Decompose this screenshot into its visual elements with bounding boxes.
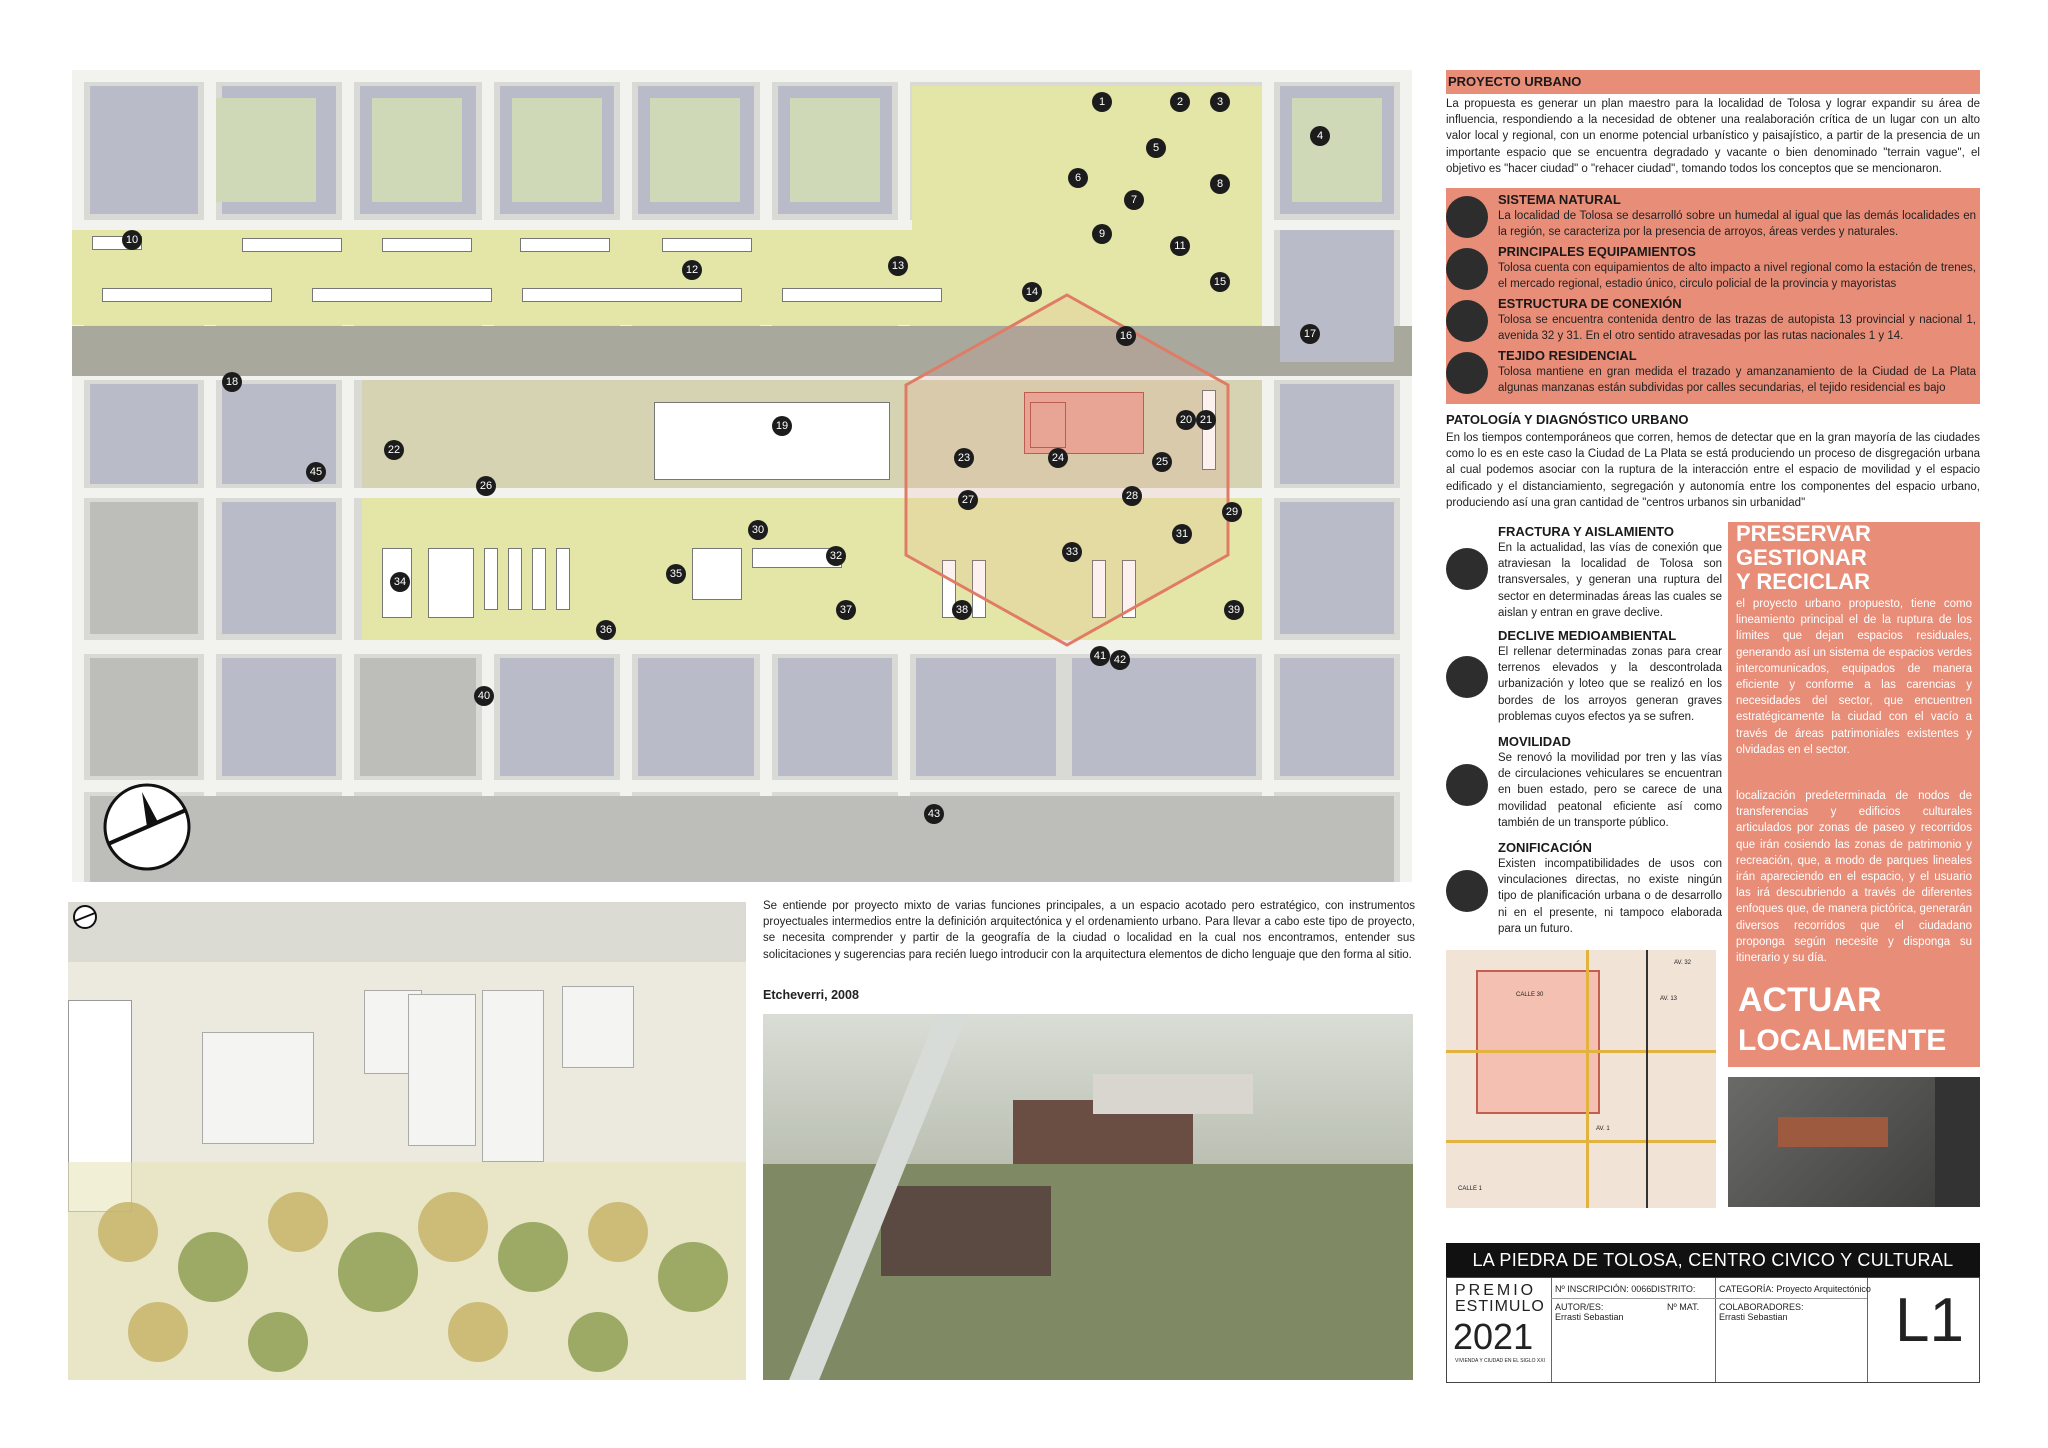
issue-title: FRACTURA Y AISLAMIENTO bbox=[1498, 524, 1674, 539]
plan-marker: 29 bbox=[1222, 502, 1242, 522]
plan-marker: 14 bbox=[1022, 282, 1042, 302]
premio-line-2: ESTIMULO bbox=[1455, 1298, 1545, 1315]
block-courtyard bbox=[512, 98, 602, 202]
building bbox=[522, 288, 742, 302]
autores-label: AUTOR/ES: bbox=[1555, 1302, 1604, 1312]
residential-block bbox=[1280, 230, 1394, 362]
street bbox=[1400, 70, 1412, 882]
feature-text: Tolosa cuenta con equipamientos de alto impacto a nivel regional como la estación de trenes, el mercado regional, estadio único, circulo policial de la provincia y mayoristas bbox=[1498, 262, 1976, 291]
aerial-render bbox=[763, 1014, 1413, 1380]
plan-marker: 35 bbox=[666, 564, 686, 584]
divider bbox=[1551, 1278, 1552, 1382]
residential-block bbox=[1280, 384, 1394, 484]
plan-marker: 20 bbox=[1176, 410, 1196, 430]
aerial-site-plan bbox=[68, 902, 746, 1380]
residential-block bbox=[638, 658, 754, 776]
block-courtyard bbox=[372, 98, 462, 202]
residential-block bbox=[1280, 658, 1394, 776]
building-roof bbox=[482, 990, 544, 1162]
block-courtyard bbox=[650, 98, 740, 202]
pie-icon bbox=[1446, 548, 1488, 590]
premio-line-1: PREMIO bbox=[1455, 1282, 1537, 1299]
plan-marker: 32 bbox=[826, 546, 846, 566]
tree bbox=[338, 1232, 418, 1312]
map-label: AV. 1 bbox=[1596, 1126, 1610, 1132]
plan-marker: 18 bbox=[222, 372, 242, 392]
context-map bbox=[1446, 950, 1716, 1208]
divider bbox=[1551, 1298, 1867, 1299]
photo-shadow bbox=[1935, 1077, 1980, 1207]
plan-marker: 45 bbox=[306, 462, 326, 482]
plan-marker: 36 bbox=[596, 620, 616, 640]
building bbox=[102, 288, 272, 302]
tree bbox=[658, 1242, 728, 1312]
plan-marker: 25 bbox=[1152, 452, 1172, 472]
issue-title: ZONIFICACIÓN bbox=[1498, 840, 1592, 855]
block-courtyard bbox=[790, 98, 880, 202]
plan-marker: 4 bbox=[1310, 126, 1330, 146]
street bbox=[72, 70, 84, 882]
plan-marker: 17 bbox=[1300, 324, 1320, 344]
building bbox=[312, 288, 492, 302]
map-road bbox=[1446, 1140, 1716, 1143]
plan-marker: 38 bbox=[952, 600, 972, 620]
plan-marker: 41 bbox=[1090, 646, 1110, 666]
residential-block bbox=[90, 86, 198, 214]
feature-title: ESTRUCTURA DE CONEXIÓN bbox=[1498, 296, 1682, 311]
tree bbox=[248, 1312, 308, 1372]
urban-block bbox=[90, 502, 198, 634]
feature-title: SISTEMA NATURAL bbox=[1498, 192, 1621, 207]
plan-marker: 22 bbox=[384, 440, 404, 460]
proyecto-heading-bar bbox=[1446, 70, 1980, 94]
urban-block bbox=[360, 658, 476, 776]
tree bbox=[128, 1302, 188, 1362]
street bbox=[72, 70, 1412, 82]
building bbox=[242, 238, 342, 252]
street bbox=[1262, 70, 1274, 882]
plan-marker: 40 bbox=[474, 686, 494, 706]
street bbox=[72, 780, 1412, 792]
train-icon bbox=[1446, 764, 1488, 806]
residential-block bbox=[1280, 502, 1394, 634]
map-label: AV. 13 bbox=[1660, 996, 1678, 1002]
plan-marker: 43 bbox=[924, 804, 944, 824]
market-building bbox=[654, 402, 890, 480]
intervention-hexagon bbox=[902, 293, 1232, 648]
divider bbox=[1715, 1278, 1716, 1382]
plan-marker: 42 bbox=[1110, 650, 1130, 670]
residential-block bbox=[222, 502, 336, 634]
building bbox=[382, 238, 472, 252]
map-label: CALLE 1 bbox=[1458, 1186, 1483, 1192]
premio-year: 2021 bbox=[1453, 1316, 1534, 1357]
feature-text: Tolosa se encuentra contenida dentro de las trazas de autopista 13 provincial y nacional 1, avenida 32 y 31. En el otro sentido atravesadas por las rutas nacionales 1 y 14. bbox=[1498, 314, 1976, 343]
tree bbox=[268, 1192, 328, 1252]
plan-marker: 28 bbox=[1122, 486, 1142, 506]
rail-corridor bbox=[68, 902, 746, 962]
project-title: LA PIEDRA DE TOLOSA, CENTRO CIVICO Y CULTURAL bbox=[1446, 1243, 1980, 1277]
colab-value: Errasti Sebastian bbox=[1719, 1312, 1788, 1322]
residential-block bbox=[778, 658, 892, 776]
building bbox=[692, 548, 742, 600]
feature-title: PRINCIPALES EQUIPAMIENTOS bbox=[1498, 244, 1696, 259]
plan-marker: 33 bbox=[1062, 542, 1082, 562]
info-table bbox=[1446, 1277, 1980, 1383]
plan-marker: 39 bbox=[1224, 600, 1244, 620]
north-arrow-icon bbox=[102, 782, 192, 872]
photo-roof bbox=[1778, 1117, 1888, 1147]
map-label: AV. 32 bbox=[1674, 960, 1692, 966]
building-roof bbox=[202, 1032, 314, 1144]
urban-block bbox=[90, 796, 1394, 882]
plan-marker: 16 bbox=[1116, 326, 1136, 346]
building bbox=[662, 238, 752, 252]
plan-marker: 7 bbox=[1124, 190, 1144, 210]
feature-text: Tolosa mantiene en gran medida el trazado y amanzanamiento de la Ciudad de La Plata algunas manzanas están subdividas por calles secundarias, el tejido residencial es bajo bbox=[1498, 366, 1976, 395]
issue-text: En la actualidad, las vías de conexión que atraviesan la localidad de Tolosa son transversales, y generan una ruptura del sector en determinadas áreas las cuales se aislan y entran en grave declive. bbox=[1498, 542, 1722, 619]
block-courtyard bbox=[216, 98, 316, 202]
tree bbox=[418, 1192, 488, 1262]
issue-text: Se renovó la movilidad por tren y las vías de circulaciones vehiculares se encuentran en buen estado, pero se carece de una movilidad peatonal eficiente así como también de un transporte público. bbox=[1498, 752, 1722, 829]
plan-marker: 2 bbox=[1170, 92, 1190, 112]
plan-marker: 10 bbox=[122, 230, 142, 250]
north-arrow-icon bbox=[72, 904, 98, 930]
building-roof bbox=[408, 994, 476, 1146]
colab-label: COLABORADORES: bbox=[1719, 1302, 1804, 1312]
preservar-text: el proyecto urbano propuesto, tiene como lineamiento principal el de la ruptura de los límites que dejan espacios residuales, generando así un sistema de espacios verdes intercomunicados, equipados de manera eficiente y conforme a las carencias y necesidades del sector, que encuentren estratégicamente la ciudad con el vacío a través de áreas patrimoniales existentes y olvidadas en el sector. bbox=[1736, 598, 1972, 756]
patologia-heading: PATOLOGÍA Y DIAGNÓSTICO URBANO bbox=[1446, 412, 1689, 427]
plan-marker: 21 bbox=[1196, 410, 1216, 430]
plan-marker: 1 bbox=[1092, 92, 1112, 112]
street bbox=[342, 70, 354, 882]
building bbox=[532, 548, 546, 610]
plan-marker: 6 bbox=[1068, 168, 1088, 188]
urban-block bbox=[90, 658, 198, 776]
proyecto-heading: PROYECTO URBANO bbox=[1448, 74, 1582, 89]
building bbox=[508, 548, 522, 610]
map-road bbox=[1586, 950, 1589, 1208]
patologia-paragraph: En los tiempos contemporáneos que corren, hemos de detectar que en la gran mayoría de las ciudades como lo es en este caso la Ciudad de La Plata se está produciendo un proceso de disgregación urbana al cual podemos asociar con la ruptura de la interacción entre el espacio de movilidad y el espacio edificado y el distanciamiento, segregación y autonomía entre los componentes del espacio urbano, produciendo así una gran cantidad de "centros urbanos sin urbanidad" bbox=[1446, 432, 1980, 509]
render-shed bbox=[881, 1186, 1051, 1276]
tree bbox=[448, 1302, 508, 1362]
preservar-heading-1: PRESERVAR bbox=[1736, 521, 1871, 546]
actuar-heading-2: LOCALMENTE bbox=[1738, 1024, 1947, 1057]
house-icon bbox=[1446, 352, 1488, 394]
proyecto-paragraph: La propuesta es generar un plan maestro para la localidad de Tolosa y lograr expandir su área de influencia, respondiendo a la necesidad de obtener una realaboración crítica de un lugar con un alto valor local y regional, con un enorme potencial urbanístico y paisajístico, a partir de la presencia de un importante espacio que se encuentra degradado y vacante o bien denominado "terrain vague", el objetivo es "hacer ciudad" o "rehacer ciudad", tomando todos los conceptos que se mencionaron. bbox=[1446, 98, 1980, 175]
share-icon bbox=[1446, 300, 1488, 342]
plan-marker: 23 bbox=[954, 448, 974, 468]
plan-marker: 5 bbox=[1146, 138, 1166, 158]
categoria: CATEGORÍA: Proyecto Arquitectónico bbox=[1719, 1284, 1871, 1294]
issue-title: DECLIVE MEDIOAMBIENTAL bbox=[1498, 628, 1677, 643]
map-label: CALLE 30 bbox=[1516, 992, 1544, 998]
plan-marker: 15 bbox=[1210, 272, 1230, 292]
plan-marker: 12 bbox=[682, 260, 702, 280]
tree bbox=[98, 1202, 158, 1262]
building bbox=[484, 548, 498, 610]
render-roofs bbox=[1093, 1074, 1253, 1114]
plan-marker: 8 bbox=[1210, 174, 1230, 194]
residential-block bbox=[916, 658, 1056, 776]
plan-marker: 27 bbox=[958, 490, 978, 510]
plan-marker: 26 bbox=[476, 476, 496, 496]
mat-label: Nº MAT. bbox=[1667, 1302, 1700, 1312]
plan-marker: 19 bbox=[772, 416, 792, 436]
master-plan bbox=[72, 70, 1412, 882]
building bbox=[556, 548, 570, 610]
houses-icon bbox=[1446, 870, 1488, 912]
building-roof bbox=[562, 986, 634, 1068]
map-rail bbox=[1646, 950, 1648, 1208]
tree bbox=[178, 1232, 248, 1302]
plan-marker: 34 bbox=[390, 572, 410, 592]
map-road bbox=[1446, 1050, 1716, 1053]
preservar-text-2: localización predeterminada de nodos de transferencias y edificios culturales articulados por zonas de paseo y recorridos que irán cosiendo las zonas de patrimonio y recreación, que, a modo de parques lineales irán apareciendo en el espacio, y el usuario las irá descubriendo a través de diferentes enfoques que, de manera pictórica, generarán diversos recorridos que el ciudadano proponga según necesite y disponga su itinerario y su día. bbox=[1736, 790, 1972, 965]
preservar-heading-3: Y RECICLAR bbox=[1736, 569, 1871, 594]
sheet-number: L1 bbox=[1895, 1286, 1964, 1355]
leaf-icon bbox=[1446, 196, 1488, 238]
preservar-heading-2: GESTIONAR bbox=[1736, 545, 1867, 570]
plan-marker: 31 bbox=[1172, 524, 1192, 544]
premio-sub: VIVIENDA Y CIUDAD EN EL SIGLO XXI bbox=[1455, 1358, 1545, 1364]
building bbox=[520, 238, 610, 252]
feature-text: La localidad de Tolosa se desarrolló sobre un humedal al igual que las demás localidades en la región, se caracteriza por la presencia de arroyos, áreas verdes y naturales. bbox=[1498, 210, 1976, 239]
building bbox=[428, 548, 474, 618]
plan-marker: 13 bbox=[888, 256, 908, 276]
plan-marker: 30 bbox=[748, 520, 768, 540]
block-courtyard bbox=[1292, 98, 1382, 202]
issue-text: Existen incompatibilidades de usos con vinculaciones directas, no existe ningún tipo de planificación urbana o de desarrollo ni en el presente, ni tampoco elaborada para un futuro. bbox=[1498, 858, 1722, 935]
issue-text: El rellenar determinadas zonas para crear terrenos elevados y la descontrolada urbanización y loteo que se realizó en los bordes de los arroyos generan graves problemas cuyos efectos ya se sufren. bbox=[1498, 646, 1722, 723]
actuar-heading-1: ACTUAR bbox=[1738, 981, 1882, 1019]
plan-marker: 24 bbox=[1048, 448, 1068, 468]
residential-block bbox=[90, 384, 198, 484]
feature-title: TEJIDO RESIDENCIAL bbox=[1498, 348, 1637, 363]
plan-marker: 11 bbox=[1170, 236, 1190, 256]
residential-block bbox=[500, 658, 614, 776]
plan-marker: 37 bbox=[836, 600, 856, 620]
residential-block bbox=[222, 658, 336, 776]
inscripcion: Nº INSCRIPCIÓN: 0066 bbox=[1555, 1284, 1652, 1294]
intro-paragraph: Se entiende por proyecto mixto de varias funciones principales, a un espacio acotado pero estratégico, con instrumentos proyectuales intermedios entre la definición arquitectónica y el ordenamiento urbano. Para llevar a cabo este tipo de proyecto, se necesita comprender y partir de la geografía de la ciudad o localidad en la cual nos encontramos, entender sus solicitaciones y sugerencias para recién luego introducir con la arquitectura elementos de dicho lenguaje que den forma al sitio. bbox=[763, 900, 1415, 961]
issue-title: MOVILIDAD bbox=[1498, 734, 1571, 749]
tree bbox=[498, 1222, 568, 1292]
tree bbox=[568, 1312, 628, 1372]
tree bbox=[588, 1202, 648, 1262]
autores-value: Errasti Sebastian bbox=[1555, 1312, 1624, 1322]
distrito: DISTRITO: bbox=[1651, 1284, 1696, 1294]
gears-icon bbox=[1446, 248, 1488, 290]
residential-block bbox=[1072, 658, 1256, 776]
plan-marker: 9 bbox=[1092, 224, 1112, 244]
street bbox=[204, 70, 216, 882]
waves-icon bbox=[1446, 656, 1488, 698]
quote-author: Etcheverri, 2008 bbox=[763, 988, 859, 1002]
plan-marker: 3 bbox=[1210, 92, 1230, 112]
